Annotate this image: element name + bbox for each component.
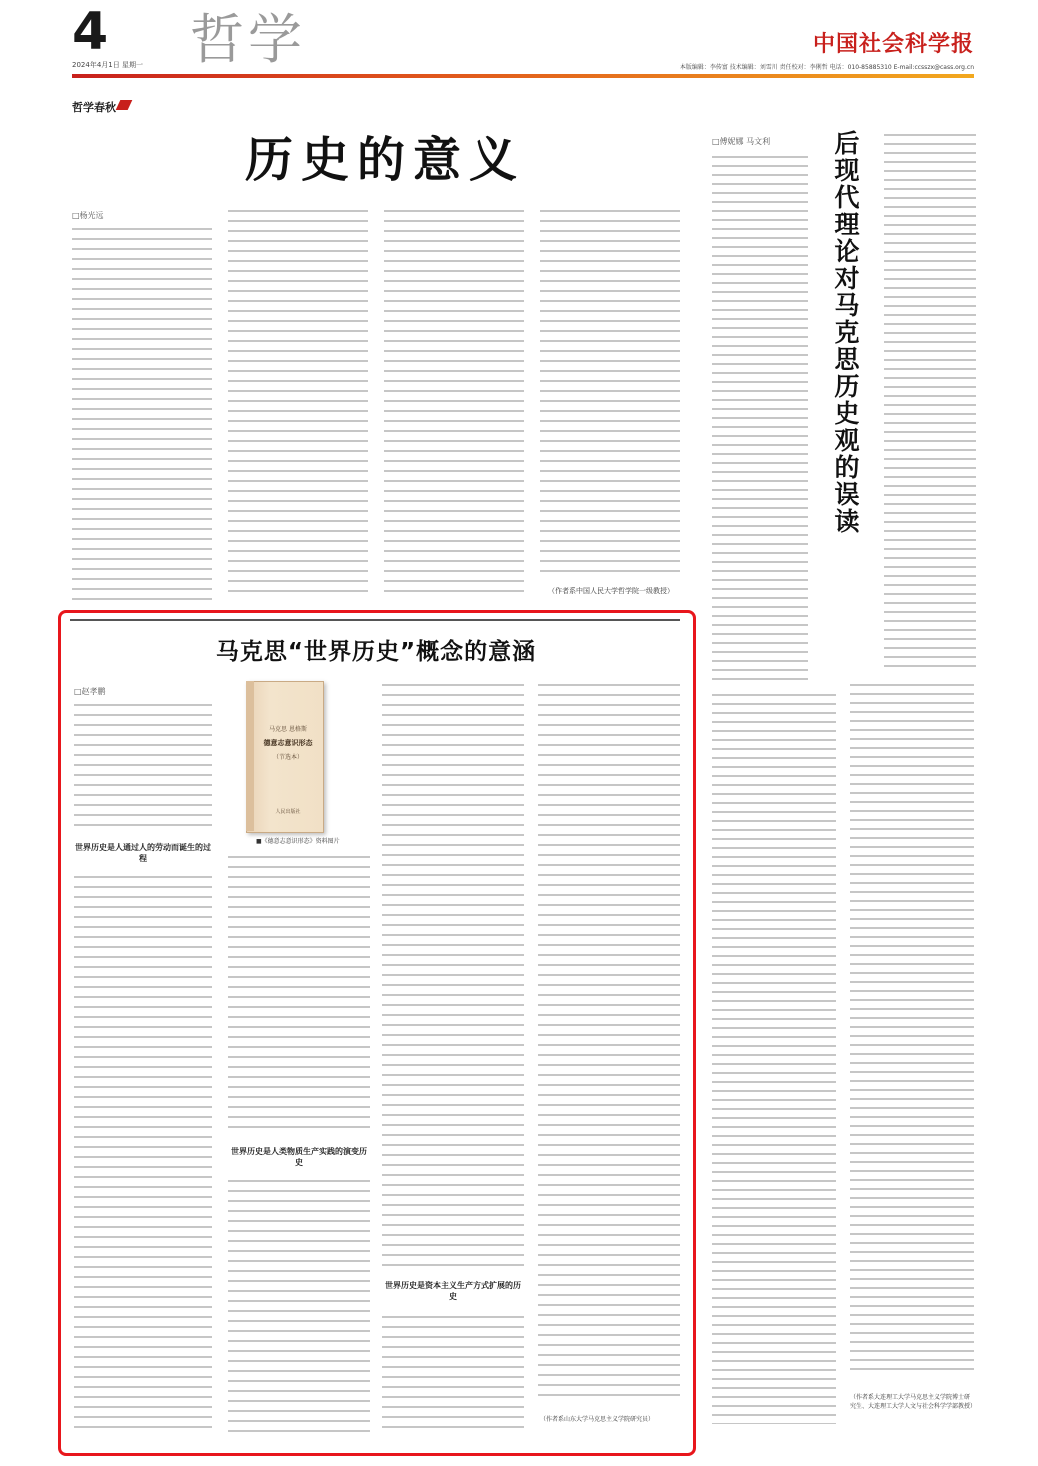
article-body-column	[712, 156, 808, 686]
article-body-column	[384, 210, 524, 600]
article-top-rule	[70, 619, 680, 621]
article-credit: （作者系中国人民大学哲学院一级教授）	[548, 587, 674, 595]
book-title: 德意志意识形态	[263, 739, 313, 747]
article-body-column	[712, 694, 836, 1424]
masthead-rule	[72, 74, 974, 78]
article-body-column	[74, 704, 212, 830]
article-body-column	[884, 134, 976, 674]
article-credit: （作者系大连理工大学马克思主义学院博士研究生、大连理工大学人文与社会科学学部教授）	[850, 1394, 977, 1410]
editor-credits: 本版编辑：李传富 技术编辑：刘雪川 责任校对：李俐哲 电话：010-85885310 E-mail:ccsszx@cass.org.cn	[679, 64, 974, 71]
column-tag: 哲学春秋	[72, 101, 116, 114]
article-body-column	[850, 684, 974, 1374]
article-body-column	[382, 684, 524, 1274]
article-title-vertical: 后现代理论对马克思历史观的误读	[831, 130, 860, 535]
book-spine	[246, 681, 254, 831]
image-caption: ■《德意志意识形态》资料图片	[256, 838, 340, 845]
book-author: 马克思 恩格斯	[269, 726, 307, 733]
book-subtitle: （节选本）	[272, 754, 303, 761]
section-title: 哲学	[190, 8, 306, 71]
article-body-column	[228, 1180, 370, 1436]
article-body-column	[538, 684, 680, 1404]
article-subhead: 世界历史是人类物质生产实践的演变历史	[231, 1147, 367, 1167]
date-line: 2024年4月1日 星期一	[72, 61, 143, 69]
newspaper-logo: 中国社会科学报	[812, 31, 974, 57]
article-body-column	[540, 210, 680, 572]
article-body-column	[382, 1316, 524, 1436]
article-title-world-history: 马克思“世界历史”概念的意涵	[215, 639, 537, 665]
article-title-history-meaning: 历史的意义	[245, 132, 526, 188]
article-byline: □杨光远	[72, 211, 104, 220]
article-body-column	[72, 228, 212, 600]
article-subhead: 世界历史是资本主义生产方式扩展的历史	[385, 1281, 521, 1301]
article-byline: □傅妮娜 马文利	[712, 137, 771, 146]
article-byline: □赵孝鹏	[74, 687, 106, 696]
article-body-column	[74, 876, 212, 1436]
page-number: 4	[72, 2, 109, 62]
article-body-column	[228, 856, 370, 1136]
article-subhead: 世界历史是人通过人的劳动而诞生的过程	[75, 843, 211, 863]
column-tag-marker	[116, 100, 133, 110]
article-body-column	[228, 210, 368, 600]
article-credit: （作者系山东大学马克思主义学院研究员）	[540, 1416, 655, 1423]
book-publisher: 人民出版社	[275, 809, 301, 815]
